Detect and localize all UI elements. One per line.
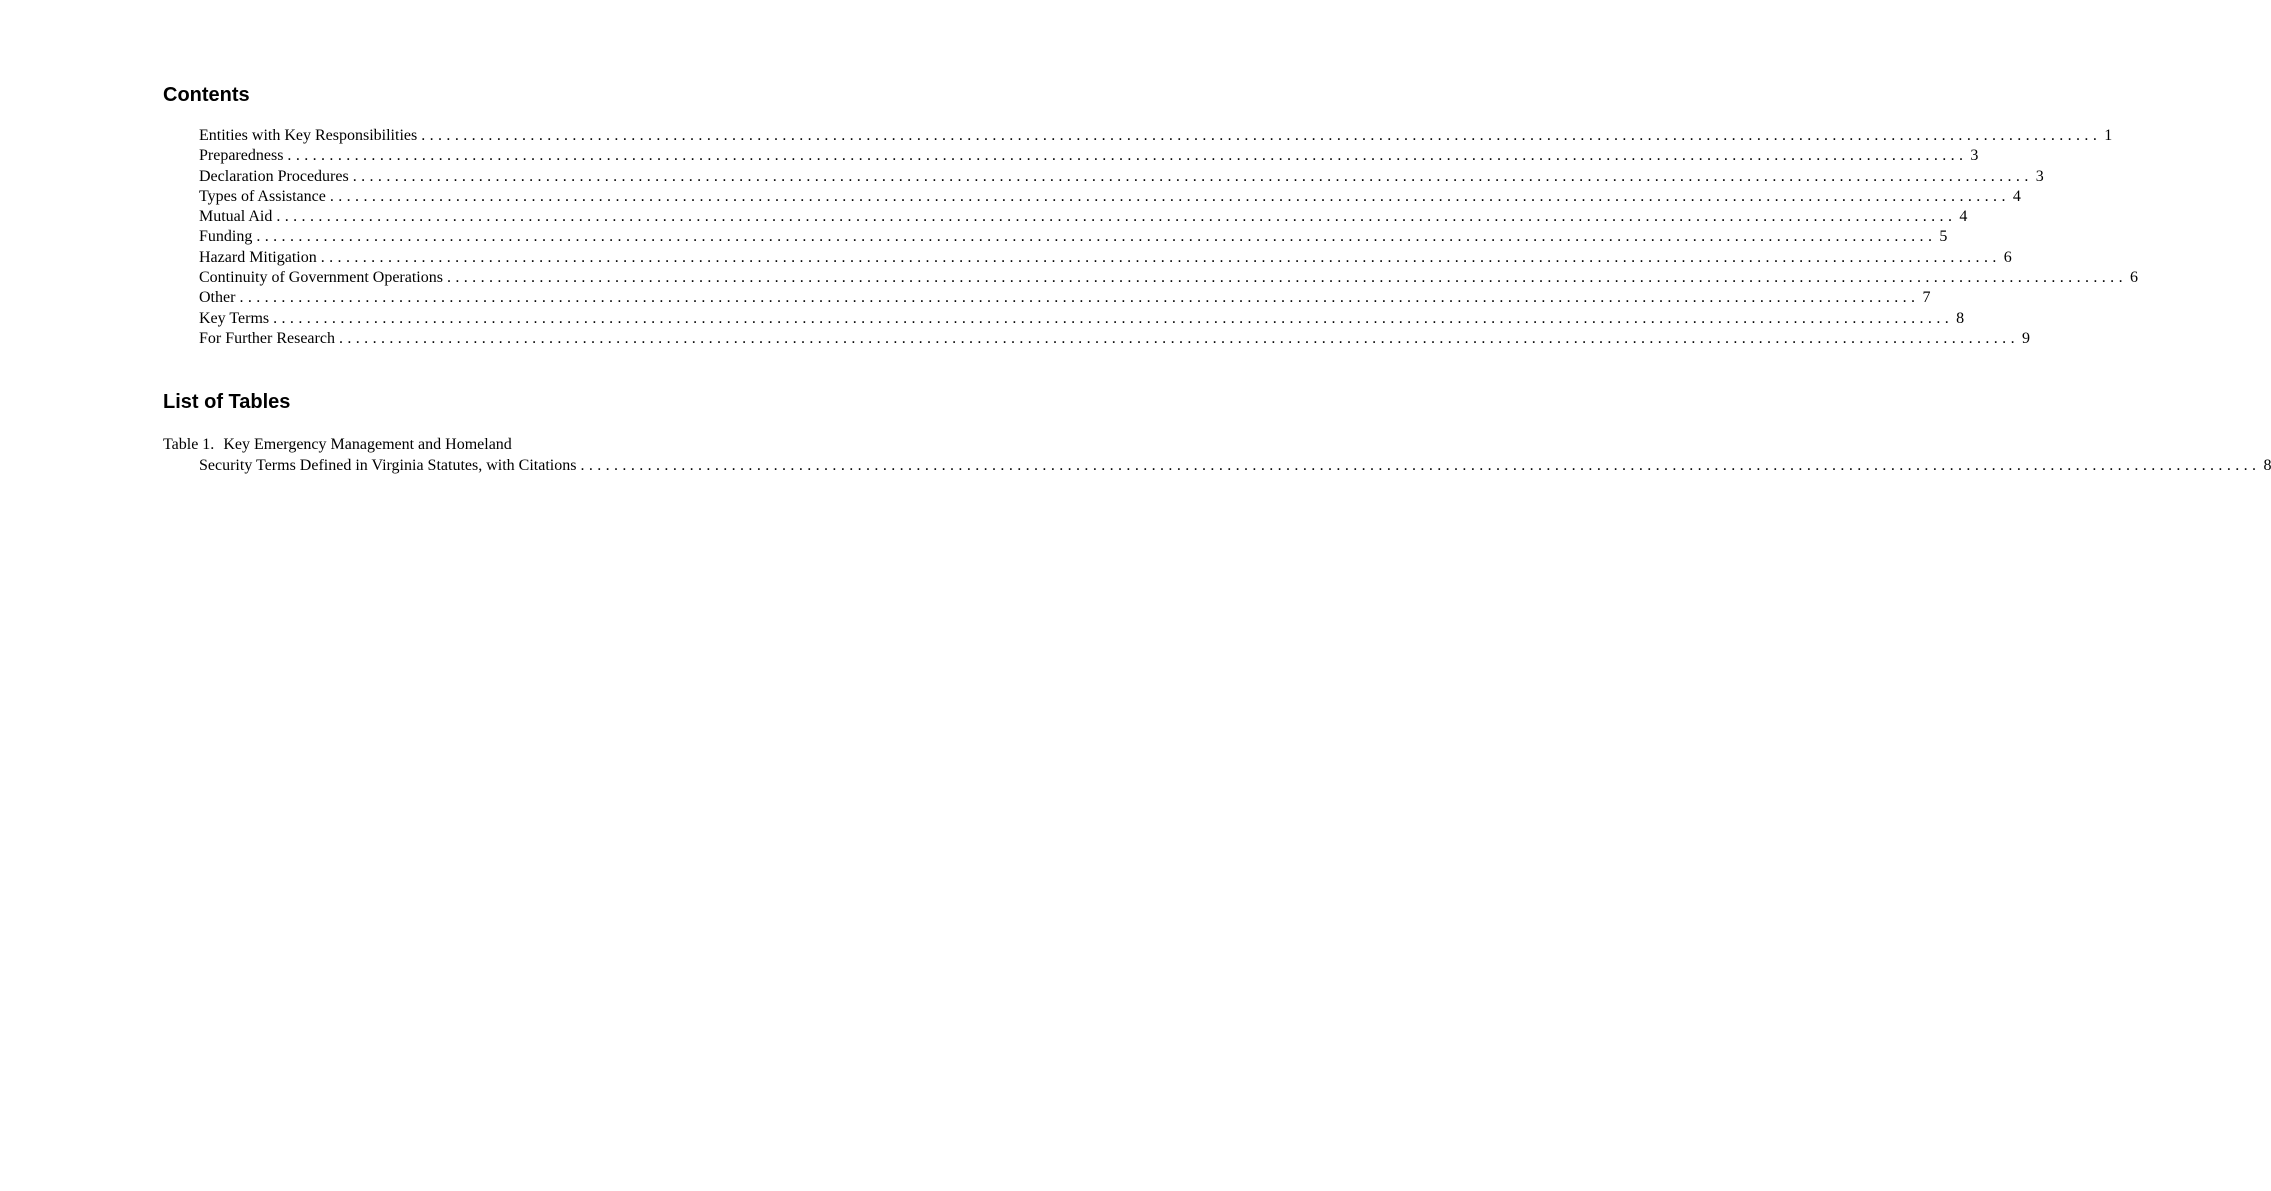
dot-leader: ........................................................................................................................................................................................................ <box>287 147 1968 165</box>
toc-entry-title: Mutual Aid <box>199 208 273 226</box>
toc-entry-title: Preparedness <box>199 147 284 165</box>
table-entry-label: Table 1. <box>163 436 215 453</box>
toc-entry-page: 5 <box>1939 228 1948 246</box>
dot-leader: ........................................................................................................................................................................................................ <box>446 269 2127 287</box>
toc-entry-title: Hazard Mitigation <box>199 248 317 266</box>
toc-entry-page: 4 <box>1959 208 1968 226</box>
toc-entry <box>199 309 1965 329</box>
toc-entry-title: Key Terms <box>199 309 270 327</box>
toc-entry <box>199 126 2113 146</box>
list-of-tables <box>163 434 2271 476</box>
dot-leader: ........................................................................................................................................................................................................ <box>276 208 1957 226</box>
dot-leader: ........................................................................................................................................................................................................ <box>239 289 1920 307</box>
toc-entry <box>199 288 1931 308</box>
toc-entry-page: 6 <box>2003 248 2012 266</box>
toc-entry <box>199 187 2021 207</box>
dot-leader: ........................................................................................................................................................................................................ <box>580 457 2261 474</box>
toc-entry-page: 7 <box>1922 289 1931 307</box>
toc-entry-page: 1 <box>2104 127 2113 144</box>
table-entry-page: 8 <box>2263 457 2271 474</box>
toc-entry-title: Declaration Procedures <box>199 167 349 185</box>
dot-leader: ........................................................................................................................................................................................................ <box>329 187 2010 205</box>
dot-leader: ........................................................................................................................................................................................................ <box>352 167 2033 185</box>
toc-entry <box>199 329 2030 349</box>
dot-leader: ........................................................................................................................................................................................................ <box>338 329 2019 347</box>
table-entry-title-line1: Key Emergency Management and Homeland <box>223 436 512 453</box>
dot-leader: ........................................................................................................................................................................................................ <box>320 248 2001 266</box>
toc-entry-title: For Further Research <box>199 329 335 347</box>
contents-heading: Contents <box>163 84 250 106</box>
toc-entry <box>199 146 1979 166</box>
table-list-entry <box>163 434 2271 476</box>
list-of-tables-heading: List of Tables <box>163 391 291 413</box>
toc-entry <box>199 227 1948 247</box>
toc-entry-title: Funding <box>199 228 253 246</box>
toc-entry <box>199 248 2012 268</box>
toc-entry <box>199 207 1968 227</box>
table-entry-title-line2: Security Terms Defined in Virginia Statutes, with Citations <box>199 457 577 474</box>
toc-entry-title: Entities with Key Responsibilities <box>199 127 418 144</box>
toc-entry-page: 4 <box>2012 187 2021 205</box>
toc-entry-page: 3 <box>2035 167 2044 185</box>
toc-entry-title: Other <box>199 289 236 307</box>
toc-entry-page: 6 <box>2129 269 2138 287</box>
toc-entry-page: 8 <box>1956 309 1965 327</box>
dot-leader: ........................................................................................................................................................................................................ <box>256 228 1937 246</box>
dot-leader: ........................................................................................................................................................................................................ <box>421 127 2102 144</box>
toc-entry <box>199 268 2138 288</box>
table-entry-first-line <box>163 434 758 455</box>
toc-entry <box>199 167 2044 187</box>
table-entry-second-line <box>163 455 2271 476</box>
table-of-contents <box>199 126 2138 349</box>
toc-entry-page: 9 <box>2021 329 2030 347</box>
toc-entry-title: Types of Assistance <box>199 187 326 205</box>
toc-entry-title: Continuity of Government Operations <box>199 269 443 287</box>
dot-leader: ........................................................................................................................................................................................................ <box>273 309 1954 327</box>
toc-entry-page: 3 <box>1970 147 1979 165</box>
